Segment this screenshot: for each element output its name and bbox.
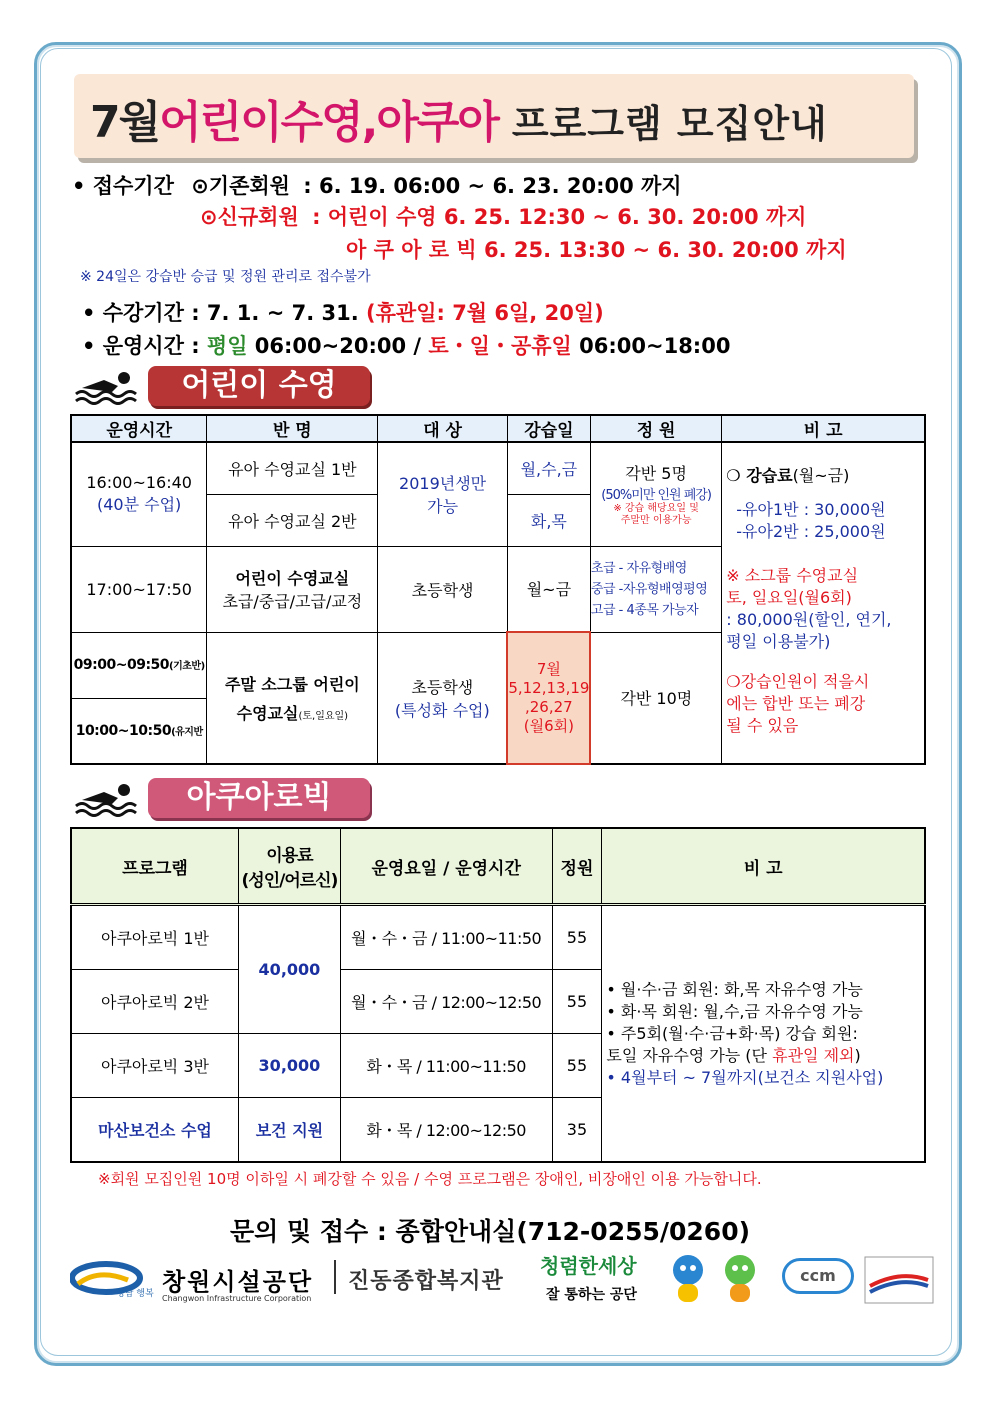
remark-closed-day: 휴관일 제외 (772, 1045, 855, 1065)
remark-mwf: • 월·수·금 회원: 화,목 자유수영 가능 (606, 979, 863, 999)
class-kids (207, 546, 378, 632)
col-header-schedule: 운영요일 / 운영시간 (340, 828, 552, 905)
course-period (82, 297, 604, 327)
col-header-fee: 이용료 (성인/어르신) (239, 828, 341, 905)
capacity-text: 각반 5명 (625, 464, 687, 484)
days-tt: 화,목 (507, 494, 590, 546)
aqua-capacity-3: 55 (552, 1034, 602, 1098)
aqua-fee-health: 보건 지원 (239, 1098, 341, 1163)
fee-toddler-1: -유아1반 : 30,000원 (736, 500, 886, 519)
remark-paren: ) (854, 1045, 861, 1065)
remark-health-center: • 4월부터 ~ 7월까지(보건소 지원사업) (606, 1067, 884, 1087)
col-header-program: 프로그램 (71, 828, 239, 905)
course-period-value: 7. 1. ~ 7. 31. (206, 301, 359, 325)
kids-swim-table (70, 414, 926, 765)
kids-remarks (722, 442, 925, 764)
aqua-schedule-3: 화・목 / 11:00~11:50 (340, 1034, 552, 1098)
level-advanced: 고급 - 4종목 가능자 (590, 602, 699, 618)
class-kids-levels: 초급/중급/고급/교정 (222, 592, 363, 611)
days-weekend-dates: 7월 5,12,13,19 ,26,27 (월6회) (507, 632, 590, 764)
capacity-toddler (590, 442, 721, 546)
target-elementary: 초등학생 (378, 546, 507, 632)
kids-row3-time-b (71, 698, 207, 764)
kids-swim-header: 어린이 수영 (148, 366, 370, 406)
aqua-schedule-2: 월・수・금 / 12:00~12:50 (340, 970, 552, 1034)
aqua-header: 아쿠아로빅 (148, 778, 370, 818)
class-weekend-note: (토,일요일) (298, 710, 349, 722)
footer-note: ※회원 모집인원 10명 이하일 시 폐강할 수 있음 / 수영 프로그램은 장애인, 비장애인 이용 가능합니다. (98, 1170, 762, 1188)
weekday-hours: 06:00~20:00 / (254, 334, 422, 358)
weekend-hours: 06:00~18:00 (579, 334, 731, 358)
kids-row1-time (71, 442, 207, 546)
new-member-aqua-period: 아 쿠 아 로 빅 6. 25. 13:30 ~ 6. 30. 20:00 까지 (346, 238, 847, 262)
col-header-target: 대 상 (378, 415, 507, 442)
registration-label: • 접수기간 (72, 174, 174, 198)
group-class-note: ※ 소그룹 수영교실 토, 일요일(월6회) (726, 566, 859, 607)
aqua-capacity-2: 55 (552, 970, 602, 1034)
kids-row3-time-a (71, 632, 207, 698)
time-note: (40분 수업) (97, 495, 182, 515)
aqua-fee-30000: 30,000 (239, 1034, 341, 1098)
city-mark: 경남 행복 (116, 1289, 154, 1299)
time-text: 16:00~16:40 (86, 473, 192, 493)
days-mwf: 월,수,금 (507, 442, 590, 494)
operating-hours (82, 330, 730, 360)
class-kids-title: 어린이 수영교실 (235, 569, 350, 588)
logo-row (70, 1250, 940, 1310)
col-header-class: 반 명 (207, 415, 378, 442)
cancel-note: ❍강습인원이 적을시 에는 합반 또는 폐강 될 수 있음 (726, 672, 870, 735)
kids-row2-time: 17:00~17:50 (71, 546, 207, 632)
aqua-remarks (602, 905, 925, 1163)
new-member-kids-period: : 어린이 수영 6. 25. 12:30 ~ 6. 30. 20:00 까지 (312, 205, 807, 229)
aqua-capacity-health: 35 (552, 1098, 602, 1163)
new-member-label: ⊙신규회원 (200, 205, 299, 229)
closed-days: (휴관일: 7월 6일, 20일) (366, 301, 604, 325)
slogan-bottom: 잘 통하는 공단 (546, 1287, 637, 1303)
time-note: (기초반) (169, 661, 205, 672)
aqua-fee-40000: 40,000 (239, 905, 341, 1034)
title-programs: 어린이수영,아쿠아 (159, 97, 498, 148)
aqua-table (70, 827, 926, 1163)
target-note: (특성화 수업) (394, 700, 490, 720)
group-class-fee: : 80,000원(할인, 연기, 평일 이용불가) (726, 610, 892, 651)
registration-line-existing (72, 170, 682, 200)
class-weekend-title: 주말 소그룹 어린이 (224, 674, 360, 694)
operating-hours-label: • 운영시간 : (82, 334, 200, 358)
class-toddler-2: 유아 수영교실 2반 (207, 494, 378, 546)
capacity-note: (50%미만 인원 폐강) (601, 488, 711, 504)
col-header-capacity: 정원 (552, 828, 602, 905)
swimmer-icon (72, 780, 142, 820)
fee-toddler-2: -유아2반 : 25,000원 (736, 522, 886, 541)
logo-divider (334, 1260, 336, 1294)
target-text: 초등학생 (411, 677, 474, 697)
aqua-program-health: 마산보건소 수업 (71, 1098, 239, 1163)
level-intermediate: 중급 -자유형배영평영 (590, 581, 708, 597)
time-text: 10:00~10:50 (75, 722, 172, 739)
fee-days: (월~금) (792, 466, 850, 485)
fee-title: ❍ 강습료 (726, 466, 793, 485)
col-header-days: 강습일 (507, 415, 590, 442)
aqua-schedule-1: 월・수・금 / 11:00~11:50 (340, 905, 552, 970)
certificate-logo-icon (864, 1256, 934, 1304)
existing-member-period: : 6. 19. 06:00 ~ 6. 23. 20:00 까지 (303, 174, 682, 198)
course-period-label: • 수강기간 : (82, 301, 200, 325)
contact-info: 문의 및 접수 : 종합안내실(712-0255/0260) (230, 1217, 751, 1246)
ccm-logo: ccm (782, 1258, 854, 1294)
class-weekend-sub: 수영교실 (236, 703, 299, 723)
aqua-program-2: 아쿠아로빅 2반 (71, 970, 239, 1034)
title-month: 7월 (90, 97, 160, 148)
remark-weekend-text: 토일 자유수영 가능 (단 (606, 1045, 773, 1065)
slogan-top: 청렴한세상 (540, 1254, 637, 1278)
target-elementary-special (378, 632, 507, 764)
aqua-program-1: 아쿠아로빅 1반 (71, 905, 239, 970)
time-text: 09:00~09:50 (73, 657, 170, 673)
org-name-en: Changwon Infrastructure Corporation (162, 1294, 312, 1303)
remark-tt: • 화·목 회원: 월,수,금 자유수영 가능 (606, 1001, 863, 1021)
capacity-weekend: 각반 10명 (590, 632, 721, 764)
aqua-capacity-1: 55 (552, 905, 602, 970)
org-name: 창원시설공단 (162, 1268, 314, 1296)
class-weekend-group (207, 632, 378, 764)
title-suffix: 프로그램 모집안내 (511, 102, 828, 146)
capacity-note2: ※ 강습 해당요일 및 주말만 이용가능 (613, 503, 699, 527)
mascot-blue-icon (668, 1252, 708, 1306)
capacity-levels (590, 546, 721, 632)
aqua-program-3: 아쿠아로빅 3반 (71, 1034, 239, 1098)
days-weekdays: 월~금 (507, 546, 590, 632)
branch-name: 진동종합복지관 (348, 1269, 504, 1294)
weekday-label: 평일 (206, 334, 248, 358)
remark-5days: • 주5회(월·수·금+화·목) 강습 회원: (606, 1023, 858, 1043)
remark-weekend (606, 1045, 924, 1067)
weekend-label: 토・일・공휴일 (428, 334, 572, 358)
swimmer-icon (72, 368, 142, 408)
page-title (90, 86, 828, 150)
aqua-schedule-health: 화・목 / 12:00~12:50 (340, 1098, 552, 1163)
registration-notice: ※ 24일은 강습반 승급 및 정원 관리로 접수불가 (80, 269, 371, 285)
col-header-time: 운영시간 (71, 415, 207, 442)
col-header-remarks: 비 고 (722, 415, 925, 442)
class-toddler-1: 유아 수영교실 1반 (207, 442, 378, 494)
target-2019: 2019년생만 가능 (378, 442, 507, 546)
registration-line-new (200, 201, 806, 231)
col-header-remarks: 비 고 (602, 828, 925, 905)
col-header-capacity: 정 원 (590, 415, 721, 442)
mascot-green-icon (718, 1252, 762, 1306)
time-note: (유지반 (171, 726, 203, 738)
level-beginner: 초급 - 자유형배영 (590, 560, 687, 576)
existing-member-label: ⊙기존회원 (191, 174, 290, 198)
